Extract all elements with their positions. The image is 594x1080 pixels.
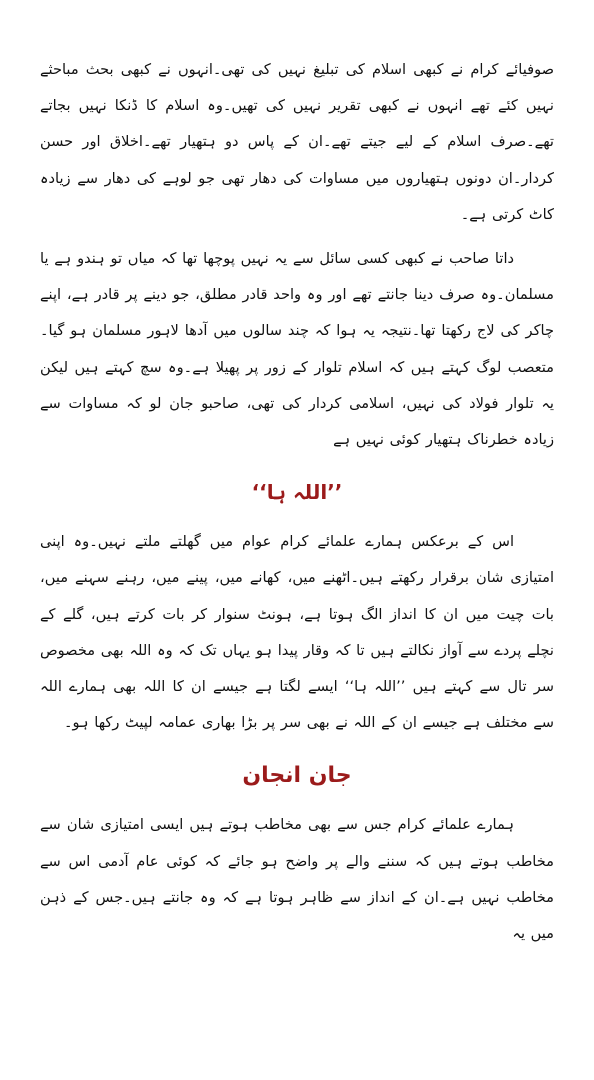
paragraph-gap xyxy=(40,233,554,241)
section-heading-allah-ha: ’’اللہ ہا‘‘ xyxy=(251,480,343,505)
paragraph-ulama-contrast: اس کے برعکس ہمارے علمائے کرام عوام میں گھلتے ملتے نہیں۔وہ اپنی امتیازی شان برقرار رکھتے ہیں۔اٹھنے میں، کھانے میں، پینے میں، رہنے سہنے میں، بات چیت میں ان کا انداز الگ ہوتا ہے، ہونٹ سنوار کر بات کرتے ہیں، گلے کے نچلے پردے سے آواز نکالتے ہیں تا کہ وقار پیدا ہو یہاں تک کہ وہ اللہ بھی مخصوص سر تال سے کہتے ہیں ’’اللہ ہا‘‘ ایسے لگتا ہے جیسے ان کا اللہ بھی ہمارے اللہ سے مختلف ہے جیسے ان کے اللہ نے بھی سر پر بڑا بھاری عمامہ لپیٹ رکھا ہو۔ xyxy=(40,533,554,732)
paragraph-ulama-address: ہمارے علمائے کرام جس سے بھی مخاطب ہوتے ہیں ایسی امتیازی شان سے مخاطب ہوتے ہیں کہ سننے والے پر واضح ہو جائے کہ کوئی عام آدمی اس سے مخاطب نہیں ہے۔ان کے انداز سے ظاہر ہوتا ہے کہ وہ جانتے ہیں۔جس کے ذہن میں یہ xyxy=(40,816,554,943)
paragraph-sufis: صوفیائے کرام نے کبھی اسلام کی تبلیغ نہیں کی تھی۔انہوں نے کبھی بحث مباحثے نہیں کئے تھے انہوں نے کبھی تقریر نہیں کی تھیں۔وہ اسلام کا ڈنکا نہیں بجاتے تھے۔صرف اسلام کے لیے جیتے تھے۔ان کے پاس دو ہتھیار تھے۔اخلاق اور حسن کردار۔ان دونوں ہتھیاروں میں مساوات کی دھار تھی جو لوہے کی دھار سے زیادہ کاٹ کرتی ہے۔ xyxy=(40,61,554,223)
section-heading-jaan-anjaan: جان انجان xyxy=(242,763,352,789)
paragraph-data-sahib: داتا صاحب نے کبھی کسی سائل سے یہ نہیں پوچھا تھا کہ میاں تو ہندو ہے یا مسلمان۔وہ صرف دینا جانتے تھے اور وہ واحد قادر مطلق، جو دینے پر قادر ہے، اپنے چاکر کی لاج رکھتا تھا۔نتیجہ یہ ہوا کہ چند سالوں میں آدھا لاہور مسلمان ہو گیا۔متعصب لوگ کہتے ہیں کہ اسلام تلوار کے زور پر پھیلا ہے۔وہ سچ کہتے ہیں لیکن یہ تلوار فولاد کی نہیں، اسلامی کردار کی تھی، صاحبو جان لو کہ مساوات سے زیادہ خطرناک ہتھیار کوئی نہیں ہے xyxy=(40,250,554,449)
